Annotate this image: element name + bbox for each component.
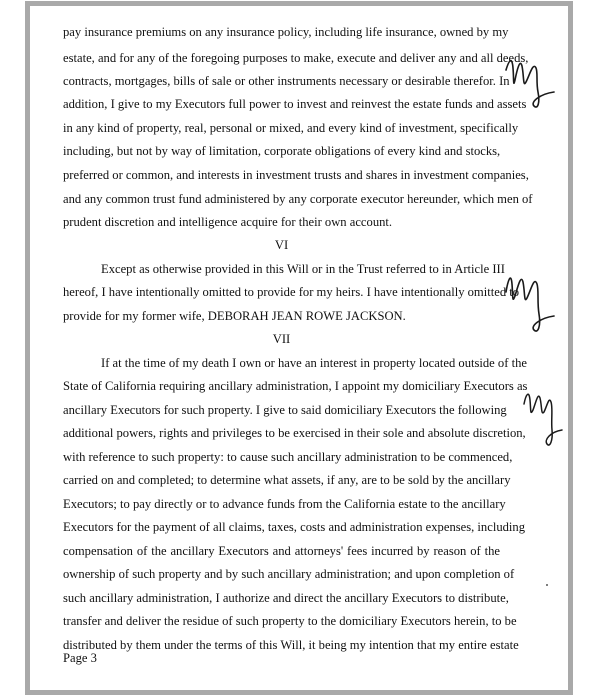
paragraph-line: Except as otherwise provided in this Will or in the Trust referred to in Article III (101, 262, 505, 276)
article-heading-vi: VI (274, 238, 289, 252)
paragraph-line: provide for my former wife, DEBORAH JEAN ROWE JACKSON. (63, 309, 406, 323)
paragraph-line: contracts, mortgages, bills of sale or other instruments necessary or desirable therefor. In (63, 74, 510, 88)
handwritten-initials-1 (500, 48, 562, 118)
paragraph-line: compensation of the ancillary Executors and attorneys' fees incurred by reason of the (63, 544, 500, 558)
paragraph-line: additional powers, rights and privileges to be exercised in their sole and absolute discretion, (63, 426, 526, 440)
paragraph-line: Executors for the payment of all claims, taxes, costs and administration expenses, including (63, 520, 526, 534)
paragraph-line: preferred or common, and interests in investment trusts and shares in investment companies, (63, 168, 529, 182)
paragraph-line: hereof, I have intentionally omitted to provide for my heirs. I have intentionally omitted to (63, 285, 520, 299)
paragraph-line: transfer and deliver the residue of such property to the domiciliary Executors herein, to be (63, 614, 517, 628)
paragraph-line: estate, and for any of the foregoing purposes to make, execute and deliver any and all deeds, (63, 51, 529, 65)
paragraph-line: ancillary Executors for such property. I give to said domiciliary Executors the following (63, 403, 507, 417)
paragraph-line: distributed by them under the terms of this Will, it being my intention that my entire estate (63, 638, 519, 652)
paragraph-line: in any kind of property, real, personal or mixed, and every kind of investment, specifically (63, 121, 519, 135)
paragraph-line: addition, I give to my Executors full power to invest and reinvest the estate funds and assets (63, 97, 527, 111)
handwritten-initials-3 (520, 384, 570, 452)
paragraph-line: Executors; to pay directly or to advance funds from the California estate to the ancillary (63, 497, 506, 511)
paragraph-line: and any common trust fund administered by any corporate executor hereunder, which men of (63, 192, 533, 206)
handwritten-initials-2 (498, 262, 562, 338)
paragraph-line: carried on and completed; to determine what assets, if any, are to be sold by the ancillary (63, 473, 511, 487)
paragraph-line: If at the time of my death I own or have an interest in property located outside of the (101, 356, 527, 370)
ink-speck (546, 584, 548, 586)
paragraph-line: including, but not by way of limitation, corporate obligations of every kind and stocks, (63, 144, 501, 158)
paragraph-line: pay insurance premiums on any insurance policy, including life insurance, owned by my (63, 25, 509, 39)
paragraph-line: with reference to such property: to cause such ancillary administration to be commenced, (63, 450, 513, 464)
page-number: Page 3 (63, 651, 97, 665)
paragraph-line: State of California requiring ancillary administration, I appoint my domiciliary Executors as (63, 379, 528, 393)
paragraph-line: prudent discretion and intelligence acquire for their own account. (63, 215, 393, 229)
article-heading-vii: VII (272, 332, 291, 346)
paragraph-line: such ancillary administration, I authorize and direct the ancillary Executors to distribute, (63, 591, 509, 605)
paragraph-line: ownership of such property and by such ancillary administration; and upon completion of (63, 567, 515, 581)
